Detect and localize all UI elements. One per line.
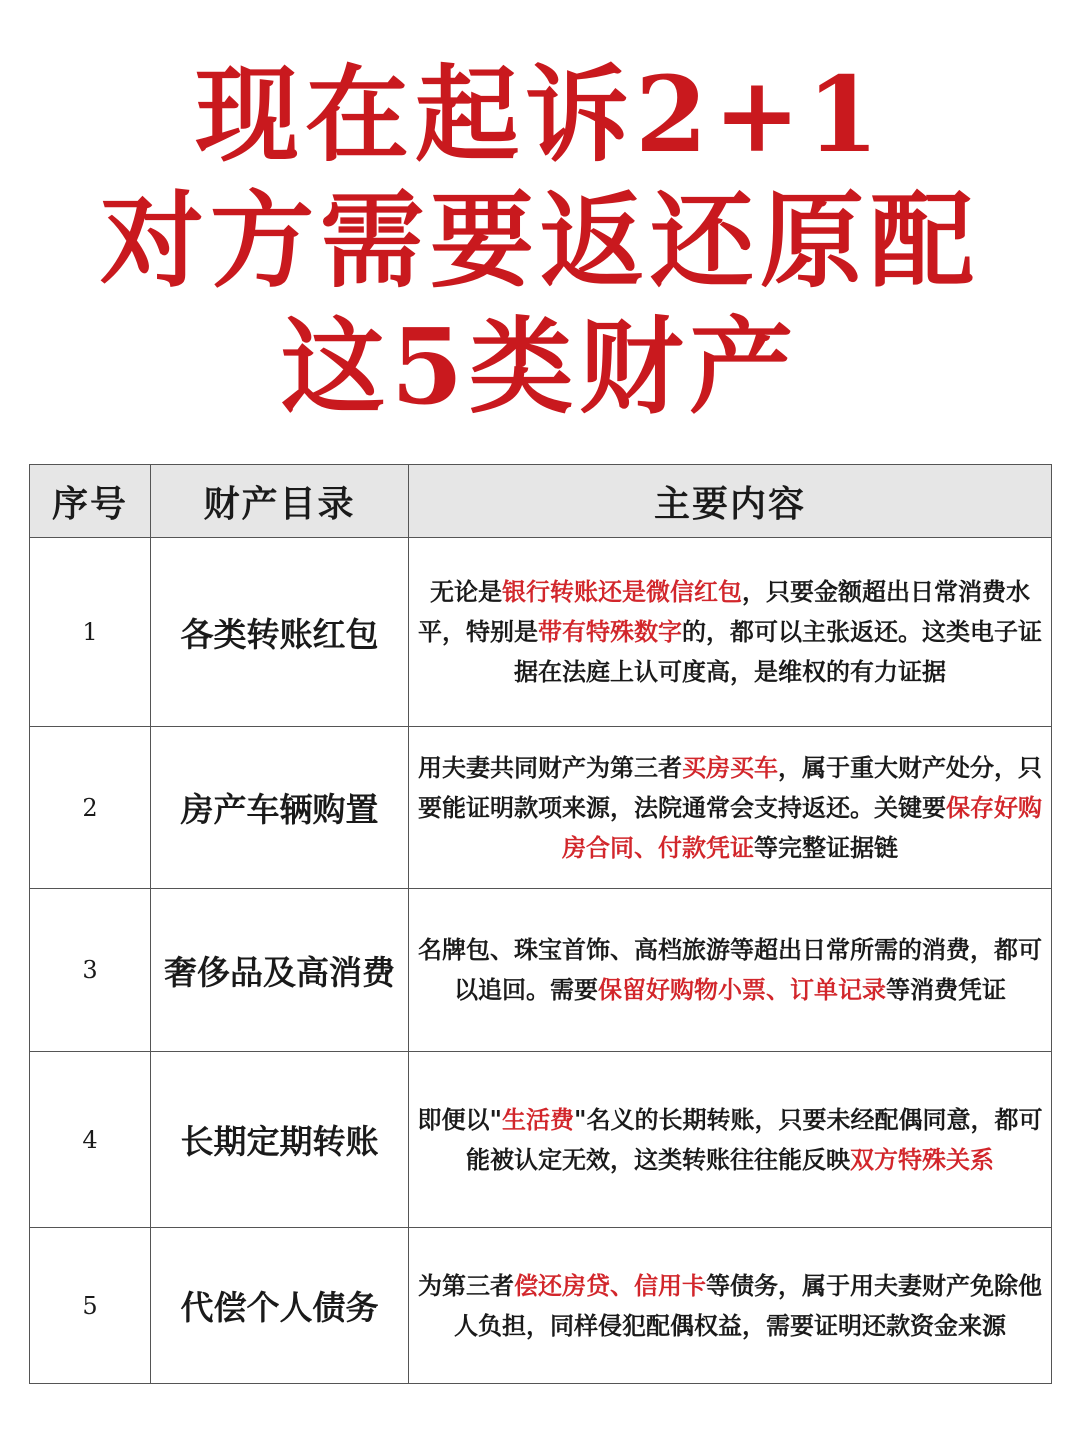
row-category: 奢侈品及高消费 — [151, 889, 409, 1052]
highlight-text: 带有特殊数字 — [538, 617, 682, 646]
content-text: ，只要金额超出日常消费水平，特别是 — [418, 577, 1030, 646]
content-text: 名牌包、珠宝首饰、高档旅游等超出日常所需的消费，都可以追回。需要 — [418, 935, 1042, 1004]
content-text: 即便以" — [417, 1104, 502, 1134]
row-content — [409, 889, 1052, 1052]
highlight-text: 生活费 — [502, 1104, 574, 1134]
property-table — [29, 464, 1052, 1384]
content-text: 等债务，属于用夫妻财产免除他人负担，同样侵犯配偶权益，需要证明还款资金来源 — [454, 1270, 1042, 1340]
header-no: 序号 — [30, 465, 151, 538]
content-text: 用夫妻共同财产为第三者 — [418, 752, 682, 782]
content-text: 为第三者 — [418, 1270, 514, 1300]
content-text: 无论是 — [430, 577, 502, 606]
highlight-text: 保存好购房合同、付款凭证 — [562, 792, 1042, 862]
row-category: 长期定期转账 — [151, 1052, 409, 1228]
title-line-3: 这5类财产 — [280, 305, 800, 428]
header-content: 主要内容 — [409, 465, 1052, 538]
table-row — [30, 1228, 1052, 1384]
title-line-1: 现在起诉2+1 — [195, 53, 885, 176]
table-row — [30, 727, 1052, 889]
title-block — [0, 52, 1080, 430]
content-text: 等消费凭证 — [886, 975, 1006, 1004]
row-content — [409, 727, 1052, 889]
content-text: 的，都可以主张返还。这类电子证据在法庭上认可度高，是维权的有力证据 — [514, 617, 1042, 686]
row-content — [409, 1052, 1052, 1228]
header-category: 财产目录 — [151, 465, 409, 538]
row-category: 各类转账红包 — [151, 538, 409, 727]
row-number: 4 — [30, 1052, 151, 1228]
content-text: 等完整证据链 — [754, 832, 898, 862]
highlight-text: 保留好购物小票、订单记录 — [598, 975, 886, 1004]
highlight-text: 银行转账还是微信红包 — [502, 577, 742, 606]
table-row — [30, 1052, 1052, 1228]
row-number: 5 — [30, 1228, 151, 1384]
content-text: ，属于重大财产处分，只要能证明款项来源，法院通常会支持返还。关键要 — [418, 752, 1042, 822]
row-number: 1 — [30, 538, 151, 727]
row-number: 2 — [30, 727, 151, 889]
row-category: 代偿个人债务 — [151, 1228, 409, 1384]
row-content — [409, 538, 1052, 727]
highlight-text: 偿还房贷、信用卡 — [514, 1270, 706, 1300]
row-category: 房产车辆购置 — [151, 727, 409, 889]
highlight-text: 买房买车 — [682, 752, 778, 782]
row-number: 3 — [30, 889, 151, 1052]
table-row — [30, 889, 1052, 1052]
content-text: "名义的长期转账，只要未经配偶同意，都可能被认定无效，这类转账往往能反映 — [466, 1104, 1043, 1174]
table-header-row — [30, 465, 1052, 538]
highlight-text: 双方特殊关系 — [850, 1144, 994, 1174]
table-row — [30, 538, 1052, 727]
title-line-2: 对方需要返还原配 — [99, 179, 980, 302]
row-content — [409, 1228, 1052, 1384]
